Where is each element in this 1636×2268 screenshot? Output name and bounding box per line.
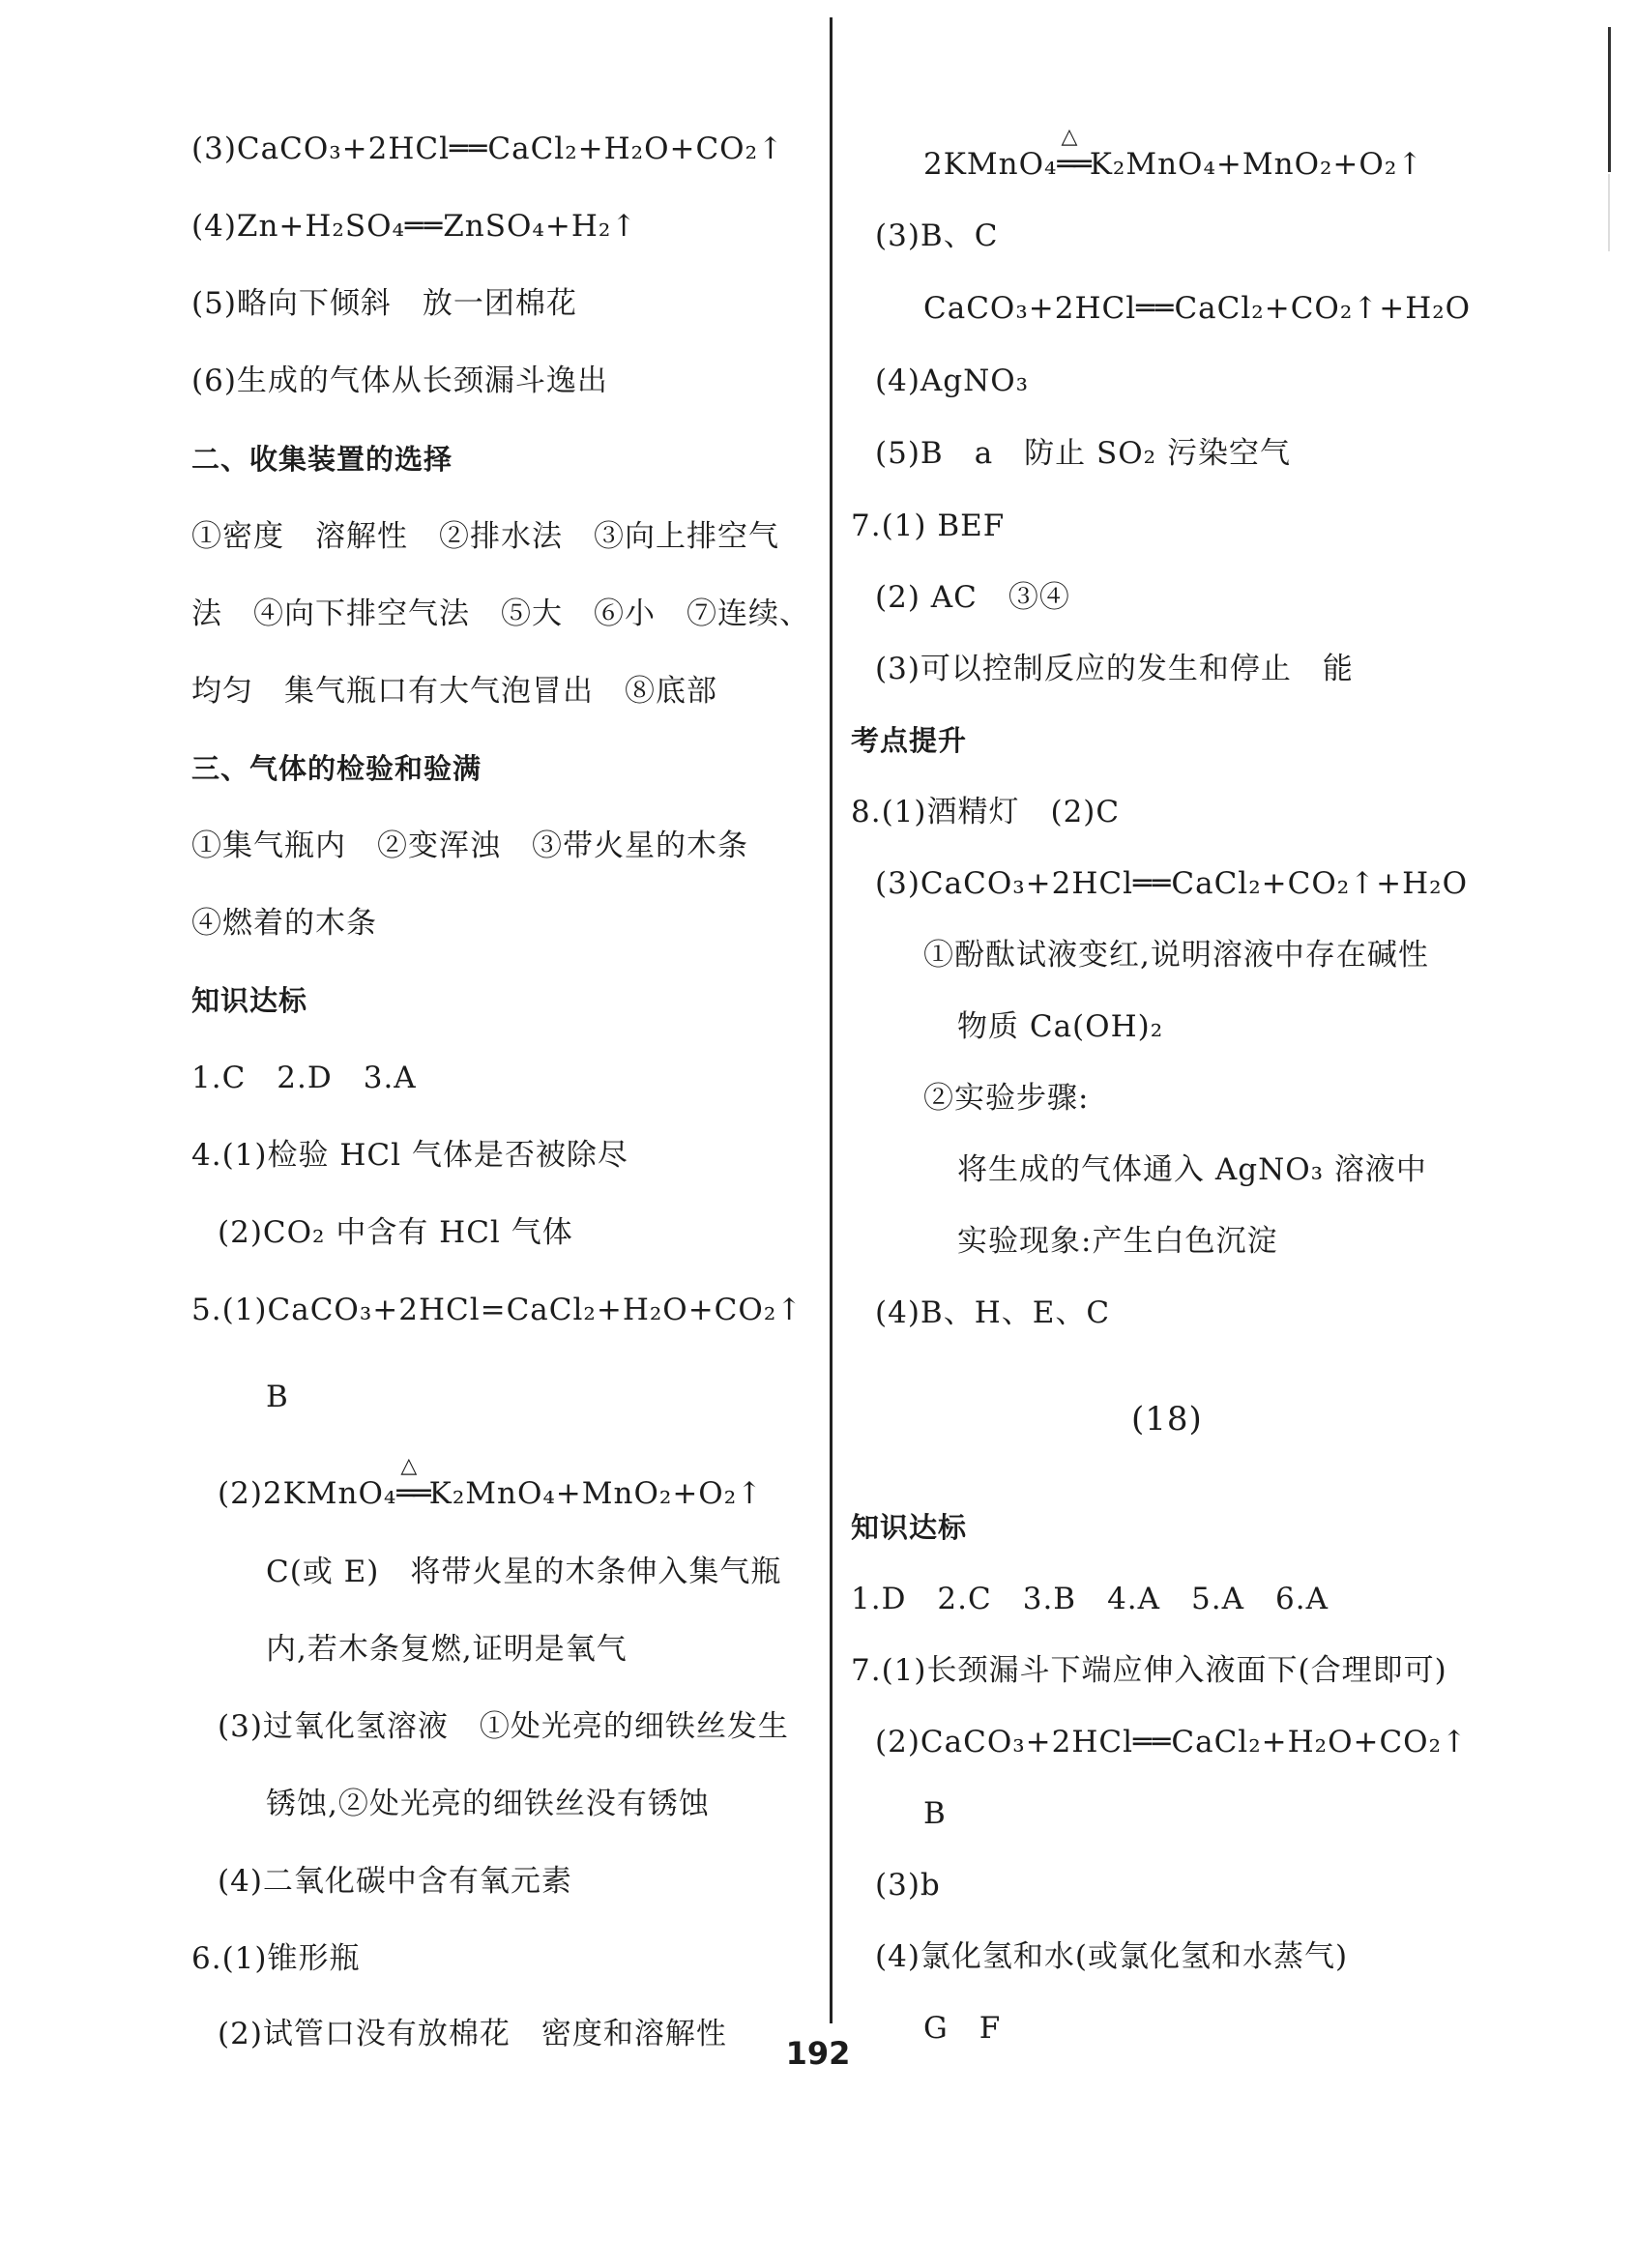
answer-line: (2)CO₂ 中含有 HCl 气体 xyxy=(218,1215,573,1250)
answer-line: (4)B、H、E、C xyxy=(875,1295,1111,1330)
answer-line: 5.(1)CaCO₃+2HCl=CaCl₂+H₂O+CO₂↑ xyxy=(191,1293,803,1327)
answer-line: (3)过氧化氢溶液 ①处光亮的细铁丝发生 xyxy=(218,1709,789,1744)
equation-prefix: (2)2KMnO₄ xyxy=(218,1476,397,1511)
equation-prefix: 2KMnO₄ xyxy=(923,147,1058,182)
section-heading: 三、气体的检验和验满 xyxy=(191,752,482,785)
answer-line: ①酚酞试液变红,说明溶液中存在碱性 xyxy=(923,938,1429,973)
answer-line: (4)二氧化碳中含有氧元素 xyxy=(218,1864,572,1899)
equation-line xyxy=(218,1454,764,1513)
section-number: (18) xyxy=(1131,1400,1203,1439)
answer-line: (2) AC ③④ xyxy=(875,580,1070,615)
answer-line: (4)Zn+H₂SO₄══ZnSO₄+H₂↑ xyxy=(191,209,638,244)
answer-line: (3)CaCO₃+2HCl══CaCl₂+CO₂↑+H₂O xyxy=(875,866,1468,901)
answer-line: 物质 Ca(OH)₂ xyxy=(957,1009,1164,1044)
answer-line: 6.(1)锥形瓶 xyxy=(191,1941,361,1976)
equals-arrow: ══ xyxy=(396,1476,429,1511)
answer-line: (2)试管口没有放棉花 密度和溶解性 xyxy=(218,2017,727,2051)
heating-sign xyxy=(1057,125,1090,184)
answer-line: (4)AgNO₃ xyxy=(875,363,1030,398)
answer-line: 实验现象:产生白色沉淀 xyxy=(957,1224,1278,1259)
page-number: 192 xyxy=(785,2035,851,2072)
answer-line: B xyxy=(923,1796,947,1831)
answer-line: 均匀 集气瓶口有大气泡冒出 ⑧底部 xyxy=(191,674,717,709)
section-heading: 知识达标 xyxy=(851,1511,968,1544)
section-heading: 考点提升 xyxy=(851,724,968,757)
column-divider xyxy=(830,17,833,2023)
answer-line: (3)CaCO₃+2HCl══CaCl₂+H₂O+CO₂↑ xyxy=(191,131,784,166)
answer-line: ②实验步骤: xyxy=(923,1081,1090,1116)
answer-line: 锈蚀,②处光亮的细铁丝没有锈蚀 xyxy=(266,1787,710,1821)
delta-symbol: △ xyxy=(1061,125,1079,149)
answer-line: C(或 E) 将带火星的木条伸入集气瓶 xyxy=(266,1555,782,1589)
answer-line: (5)略向下倾斜 放一团棉花 xyxy=(191,286,577,321)
answer-line: G F xyxy=(923,2011,1002,2046)
page-edge-shadow xyxy=(1608,174,1610,251)
answer-line: CaCO₃+2HCl══CaCl₂+CO₂↑+H₂O xyxy=(923,291,1472,326)
answer-line: 内,若木条复燃,证明是氧气 xyxy=(266,1632,628,1667)
answer-line: 7.(1)长颈漏斗下端应伸入液面下(合理即可) xyxy=(851,1653,1447,1688)
answer-line: (3)B、C xyxy=(875,218,999,253)
answer-line: (3)b xyxy=(875,1868,941,1903)
answer-line: 1.D 2.C 3.B 4.A 5.A 6.A xyxy=(851,1582,1329,1616)
answer-line: 1.C 2.D 3.A xyxy=(191,1061,417,1095)
answer-line: (5)B a 防止 SO₂ 污染空气 xyxy=(875,436,1291,471)
answer-line: (4)氯化氢和水(或氯化氢和水蒸气) xyxy=(875,1939,1349,1974)
answer-line: 法 ④向下排空气法 ⑤大 ⑥小 ⑦连续、 xyxy=(191,596,810,631)
heating-sign xyxy=(396,1454,429,1513)
answer-line: (2)CaCO₃+2HCl══CaCl₂+H₂O+CO₂↑ xyxy=(875,1725,1468,1759)
answer-line: ④燃着的木条 xyxy=(191,906,377,941)
answer-line: B xyxy=(266,1380,289,1414)
page-edge-mark xyxy=(1608,27,1611,172)
answer-line: ①密度 溶解性 ②排水法 ③向上排空气 xyxy=(191,519,779,554)
equals-arrow: ══ xyxy=(1057,147,1090,182)
answer-line: 4.(1)检验 HCl 气体是否被除尽 xyxy=(191,1138,628,1173)
delta-symbol: △ xyxy=(400,1454,419,1478)
section-heading: 二、收集装置的选择 xyxy=(191,443,453,476)
equation-line xyxy=(923,125,1424,184)
equation-suffix: K₂MnO₄+MnO₂+O₂↑ xyxy=(1089,147,1424,182)
equation-suffix: K₂MnO₄+MnO₂+O₂↑ xyxy=(428,1476,764,1511)
answer-line: ①集气瓶内 ②变浑浊 ③带火星的木条 xyxy=(191,829,748,863)
answer-line: (3)可以控制反应的发生和停止 能 xyxy=(875,652,1354,686)
answer-line: 7.(1) BEF xyxy=(851,509,1006,543)
answer-line: 将生成的气体通入 AgNO₃ 溶液中 xyxy=(957,1152,1427,1187)
answer-line: 8.(1)酒精灯 (2)C xyxy=(851,795,1121,829)
answer-line: (6)生成的气体从长颈漏斗逸出 xyxy=(191,363,608,398)
section-heading: 知识达标 xyxy=(191,984,308,1017)
